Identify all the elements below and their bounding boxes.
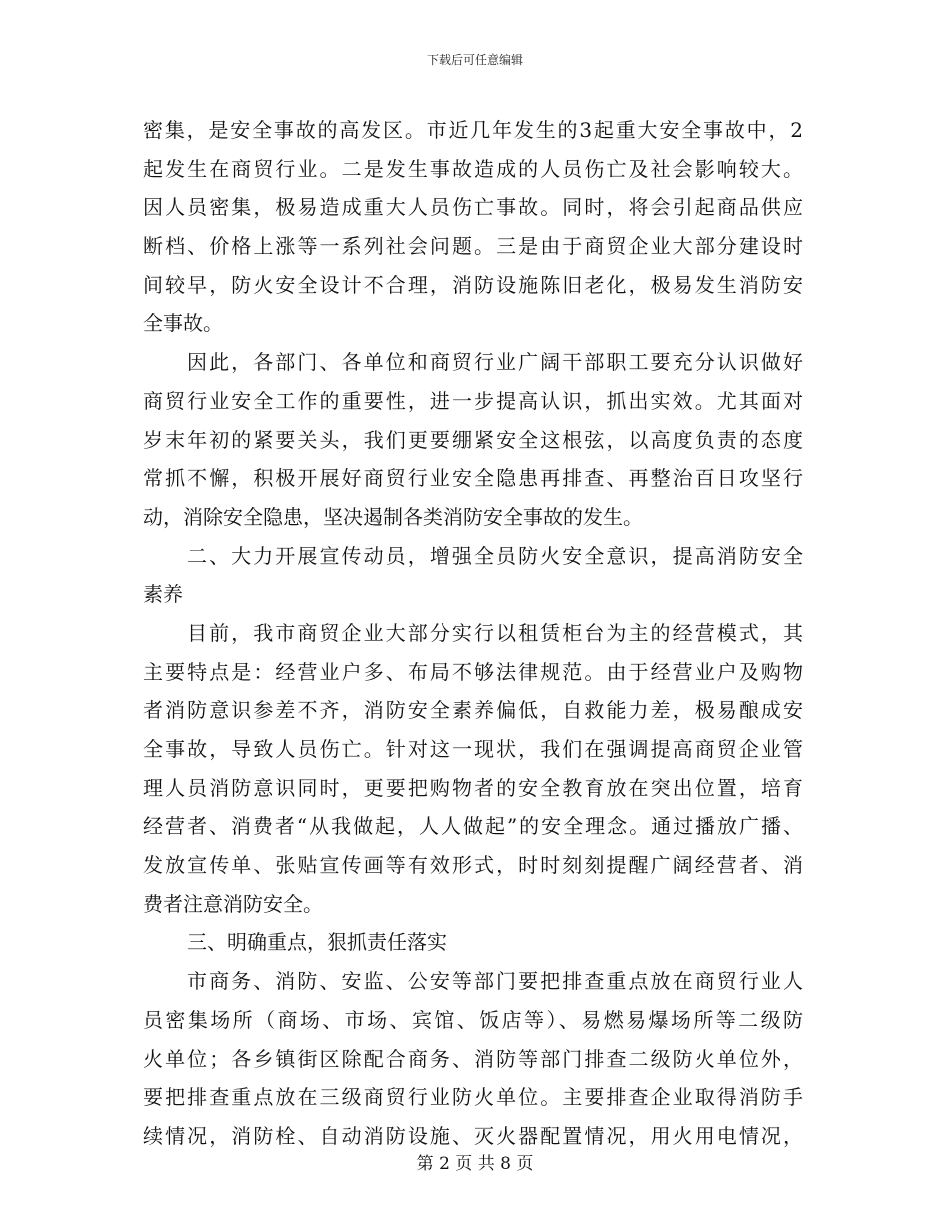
paragraph-line: 经营者、消费者“从我做起，人人做起”的安全理念。通过播放广播、 — [143, 814, 803, 839]
paragraph-line: 密集，是安全事故的高发区。市近几年发生的3起重大安全事故中，2 — [143, 118, 803, 142]
paragraph-line: 起发生在商贸行业。二是发生事故造成的人员伤亡及社会影响较大。 — [143, 156, 803, 181]
paragraph-line: 间较早，防火安全设计不合理，消防设施陈旧老化，极易发生消防安 — [143, 272, 803, 297]
paragraph-line: 岁末年初的紧要关头，我们更要绷紧安全这根弦，以高度负责的态度 — [143, 427, 803, 452]
paragraph-line: 商贸行业安全工作的重要性，进一步提高认识，抓出实效。尤其面对 — [143, 388, 803, 413]
paragraph-line: 主要特点是：经营业户多、布局不够法律规范。由于经营业户及购物 — [143, 659, 803, 684]
paragraph-line: 费者注意消防安全。 — [143, 891, 323, 916]
paragraph-line: 发放宣传单、张贴宣传画等有效形式，时时刻刻提醒广阔经营者、消 — [143, 853, 803, 878]
paragraph-line: 火单位；各乡镇街区除配合商务、消防等部门排查二级防火单位外， — [143, 1046, 803, 1071]
page-number-footer: 第 2 页 共 8 页 — [416, 1154, 534, 1174]
paragraph-line: 全事故。 — [143, 311, 223, 336]
paragraph-line: 理人员消防意识同时，更要把购物者的安全教育放在突出位置，培育 — [143, 775, 803, 800]
paragraph-first-line: 市商务、消防、安监、公安等部门要把排查重点放在商贸行业人 — [187, 969, 803, 994]
paragraph-line: 者消防意识参差不齐，消防安全素养偏低，自救能力差，极易酿成安 — [143, 698, 803, 723]
paragraph-line: 断档、价格上涨等一系列社会问题。三是由于商贸企业大部分建设时 — [143, 234, 803, 259]
document-body — [143, 111, 803, 1156]
paragraph-first-line: 目前，我市商贸企业大部分实行以租赁柜台为主的经营模式，其 — [187, 620, 803, 645]
paragraph-line: 常抓不懈，积极开展好商贸行业安全隐患再排查、再整治百日攻坚行 — [143, 466, 803, 491]
paragraph-line: 续情况，消防栓、自动消防设施、灭火器配置情况，用火用电情况， — [143, 1123, 803, 1148]
paragraph-line: 素养 — [143, 582, 183, 607]
paragraph-first-line: 因此，各部门、各单位和商贸行业广阔干部职工要充分认识做好 — [187, 350, 803, 375]
paragraph-line: 全事故，导致人员伤亡。针对这一现状，我们在强调提高商贸企业管 — [143, 737, 803, 761]
paragraph-line: 员密集场所（商场、市场、宾馆、饭店等）、易燃易爆场所等二级防 — [143, 1007, 803, 1032]
paragraph-line: 要把排查重点放在三级商贸行业防火单位。主要排查企业取得消防手 — [143, 1085, 803, 1110]
paragraph-line: 因人员密集，极易造成重大人员伤亡事故。同时，将会引起商品供应 — [143, 195, 803, 220]
page-header: 下载后可任意编辑 — [426, 53, 523, 67]
paragraph-first-line: 三、明确重点，狠抓责任落实 — [187, 930, 447, 955]
paragraph-first-line: 二、大力开展宣传动员，增强全员防火安全意识，提高消防安全 — [187, 543, 803, 568]
paragraph-line: 动，消除安全隐患，坚决遏制各类消防安全事故的发生。 — [143, 504, 643, 529]
